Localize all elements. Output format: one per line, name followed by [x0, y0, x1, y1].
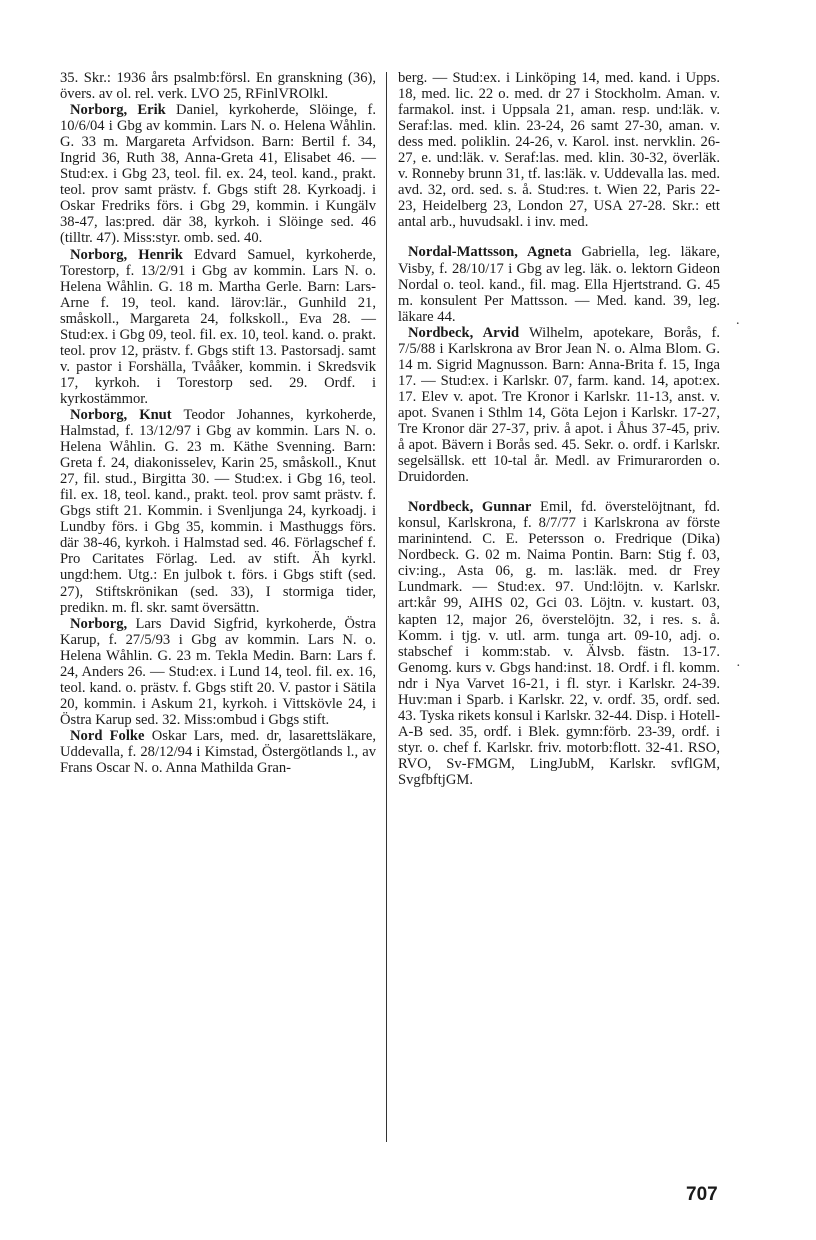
entry-text: Emil, fd. överstelöjtnant, fd. konsul, Karlskrona, f. 8/7/77 i Karlskrona av förste marinintend. C. E. Petersson o. Fredrique (Dika) Nordbeck. G. 02 m. Naima Pontin. Barn: Stig f. 03, civ:ing., Asta 06, g. m. las:läk. med. dr Frey Lundmark. — Stud:ex. 97. Und:löjtn. v. Karlskr. art:kår 99, AIHS 02, Gci 03. Löjtn. v. kustart. 03, kapten 12, major 26, överstelöjtn. 32, i res. s. å. Komm. i tjg. v. utl. arm. tunga art. 09-10, adj. o. stabschef i komm:stab. v. Älvsb. fästn. 13-17. Genomg. kurs v. Gbgs hand:inst. 18. Ordf. i fl. komm. ndr i Nya Varvet 16-21, i fl. styr. i Karlskr. 24-39. Huv:man i Sparb. i Karlskr. 22, v. ordf. 35, ordf. sed. 43. Tyska rikets konsul i Karlskr. 32-44. Disp. i Hotell-A-B sed. 35, ordf. i Blek. gymn:förb. 23-39, ordf. i styr. o. chef f. Karlskr. friv. motorb:flott. 32-41. RSO, RVO, Sv-FMGM, LingJubM, Karlskr. svflGM, SvgfbftjGM. [398, 499, 720, 788]
biography-entry [60, 616, 376, 728]
entry-name: Nordbeck, Gunnar [408, 499, 532, 516]
print-speck: · [736, 659, 741, 674]
biography-entry [60, 102, 376, 246]
entry-name: Nordal-Mattsson, Agneta [408, 244, 572, 261]
entry-text: Lars David Sigfrid, kyrkoherde, Östra Karup, f. 27/5/93 i Gbg av kommin. Lars N. o. Helena Wåhlin. G. 23 m. Tekla Medin. Barn: Lars f. 24, Anders 26. — Stud:ex. i Lund 14, teol. fil. ex. 16, teol. kand. o. prästv. f. Gbgs stift 20. V. pastor i Sätila 20, kommin. i Askum 21, kyrkoh. i Vittskövle 24, i Östra Karup sed. 32. Miss:ombud i Gbgs stift. [60, 615, 377, 728]
entry-text: Daniel, kyrkoherde, Slöinge, f. 10/6/04 i Gbg av kommin. Lars N. o. Helena Wåhlin. G. 33 m. Margareta Arfvidson. Barn: Bertil f. 34, Ingrid 36, Ruth 38, Anna-Greta 41, Elisabet 46. — Stud:ex. i Gbg 23, teol. fil. ex. 24, teol. kand., prakt. teol. prov samt prästv. f. Gbgs stift 28. Kyrkoadj. i Oskar Fredriks förs. i Gbg 29, kommin. i Kungälv 38-47, las:pred. där 38, kyrkoh. i Slöinge sed. 46 (tilltr. 47). Miss:styr. omb. sed. 40. [60, 102, 376, 247]
column-divider [386, 72, 387, 1142]
biography-entry [398, 244, 720, 324]
biography-entry [60, 728, 376, 776]
entry-text: 35. Skr.: 1936 års psalmb:försl. En granskning (36), övers. av ol. rel. verk. LVO 25, RFinlVROlkl. [60, 70, 376, 103]
entry-name: Norborg, Henrik [70, 246, 183, 263]
biography-entry [60, 407, 376, 616]
biography-entry [398, 325, 720, 485]
right-column [398, 70, 720, 788]
biography-entry [398, 70, 720, 230]
entry-text: Wilhelm, apotekare, Borås, f. 7/5/88 i Karlskrona av Bror Jean N. o. Alma Blom. G. 14 m. Sigrid Magnusson. Barn: Anna-Brita f. 15, Inga 17. — Stud:ex. i Karlskr. 07, farm. kand. 14, apot:ex. 17. Elev v. apot. Tre Kronor i Karlskr. 11-13, anst. v. apot. Svanen i Sthlm 14, Göta Lejon i Karlskr. 17-27, Tre Kronor där 27-37, priv. å apot. i Åhus 37-45, priv. å apot. Bävern i Borås sed. 45. Sekr. o. ordf. i Karlskr. segelsällsk. ett 10-tal år. Medl. av Frimurarorden o. Druidorden. [398, 324, 721, 486]
entry-name: Nord Folke [70, 727, 145, 744]
biography-entry [398, 499, 720, 788]
entry-name: Norborg, [70, 615, 128, 632]
biography-entry [60, 247, 376, 407]
left-column [60, 70, 376, 776]
page-number: 707 [686, 1184, 718, 1205]
entry-text: Edvard Samuel, kyrkoherde, Torestorp, f. 13/2/91 i Gbg av kommin. Lars N. o. Helena Wåhlin. G. 18 m. Martha Gerle. Barn: Lars-Arne f. 19, teol. kand. lärov:lär., Gunhild 21, småskoll., Margareta 24, folkskoll., Eva 28. — Stud:ex. i Gbg 09, teol. fil. ex. 10, teol. kand. o. prakt. teol. prov 12, prästv. f. Gbgs stift 13. Pastorsadj. samt v. pastor i Forshälla, Tvååker, kommin. i Skredsvik 17, kyrkoh. i Torestorp sed. 29. Ordf. i kyrkostämmor. [60, 246, 376, 407]
entry-name: Nordbeck, Arvid [408, 324, 520, 341]
entry-name: Norborg, Knut [70, 406, 172, 423]
entry-text: Teodor Johannes, kyrkoherde, Halmstad, f. 13/12/97 i Gbg av kommin. Lars N. o. Helena Wåhlin. G. 23 m. Käthe Svenning. Barn: Greta f. 24, diakonisselev, Karin 25, småskoll., Knut 27, fil. stud., Birgitta 30. — Stud:ex. i Gbg 16, teol. fil. ex. 18, teol. kand., prakt. teol. prov samt prästv. f. Gbgs stift 21. Kommin. i Svenljunga 24, kyrkoadj. i Lundby förs. i Gbg 35, kommin. i Masthuggs förs. där 38-46, kyrkoh. i Halmstad sed. 46. Förlagschef f. Pro Caritates Förlag. Led. av stift. Äh kyrkl. ungd:hem. Utg.: En julbok t. förs. i Gbgs stift (sed. 27), Stiftskrönikan (sed. 33), I stormiga tider, predikn. m. fl. skr. samt översättn. [60, 406, 376, 616]
entry-text: berg. — Stud:ex. i Linköping 14, med. kand. i Upps. 18, med. lic. 22 o. med. dr 27 i Stockholm. Aman. v. farmakol. inst. i Uppsala 21, aman. resp. und:läk. v. Seraf:las. med. klin. 23-24, 26 samt 27-30, aman. v. dess med. poliklin. 24-26, v. Karol. inst. nervklin. 26-27, e. und:läk. v. Seraf:las. med. klin. 30-32, överläk. v. Ronneby brunn 31, tf. las:läk. v. Uddevalla las. med. avd. 32, ord. sed. s. å. Stud:res. t. Wien 22, Paris 22-23, Heidelberg 23, London 27, USA 27-28. Skr.: ett antal arb., huvudsakl. i inv. med. [398, 70, 720, 231]
print-speck: . [736, 313, 740, 328]
entry-text: Gabriella, leg. läkare, Visby, f. 28/10/17 i Gbg av leg. läk. o. lektorn Gideon Nordal o. teol. kand., fil. mag. Ella Hjertstrand. G. 45 m. konsulent Per Mattsson. — Med. kand. 39, leg. läkare 44. [398, 244, 720, 325]
entry-text: Oskar Lars, med. dr, lasarettsläkare, Uddevalla, f. 28/12/94 i Kimstad, Östergötlands l., av Frans Oscar N. o. Anna Mathilda Gran- [60, 727, 376, 777]
entry-name: Norborg, Erik [70, 102, 166, 119]
biography-entry [60, 70, 376, 102]
